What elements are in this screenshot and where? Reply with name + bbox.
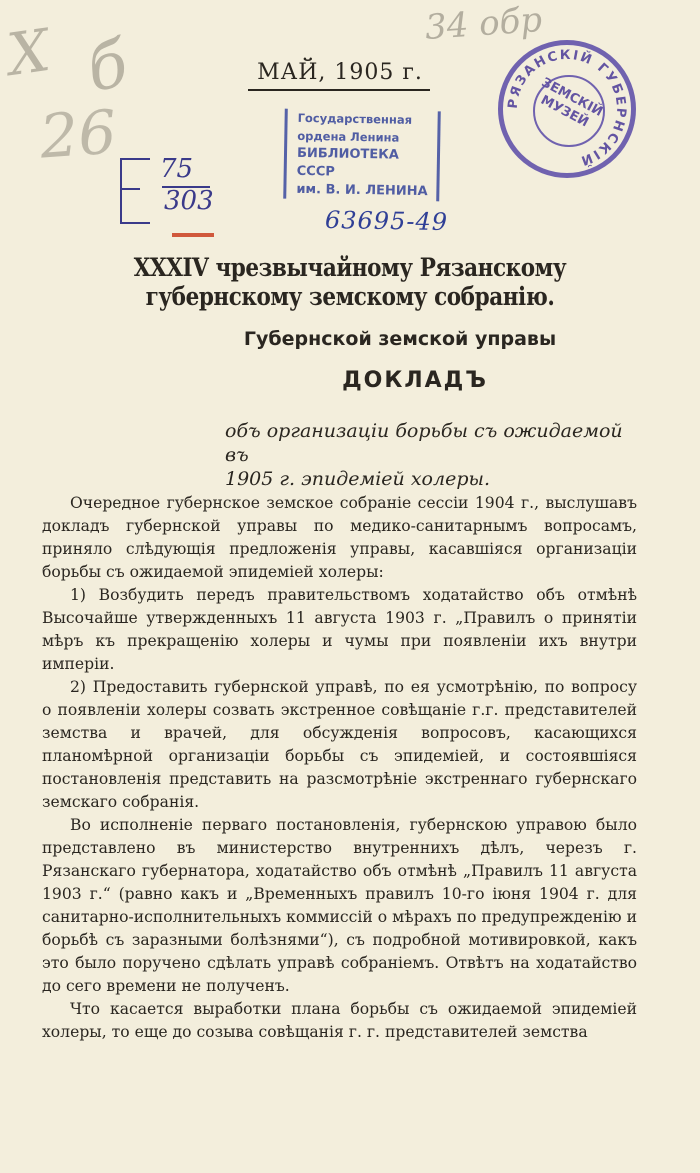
pencil-mark-top-right: 34 обр — [423, 0, 544, 49]
round-stamp-ring-text: РЯЗАНСКІЙ ГУБЕРНСКІЙ — [505, 47, 629, 169]
library-stamp-line: им. В. И. ЛЕНИНА — [296, 181, 428, 200]
paragraph: 2) Предоставить губернской управѣ, по ея усмотрѣнію, по вопросу о появленіи холеры созвать экстренное совѣщаніе г.г. представителей земства и врачей, для обсужденія вопросовъ, касающихся планомѣрной организаціи борьбы съ эпидеміей, и состоявшіяся постановленія представить на разсмотрѣніе экстреннаго губернскаго земскаго собранія. — [42, 678, 637, 811]
paragraph: 1) Возбудить передъ правительствомъ ходатайство объ отмѣнѣ Высочайше утвержденныхъ 11 августа 1903 г. „Правилъ о принятіи мѣръ къ прекращенію холеры и чумы при появленіи ихъ внутри имперіи. — [42, 586, 637, 673]
pencil-mark-top-left: Х — [3, 15, 60, 89]
date-underline — [248, 89, 430, 91]
body-text — [42, 492, 637, 1044]
pencil-mark-top-left-2: б — [80, 26, 135, 108]
report-subject-line-2: 1905 г. эпидеміей холеры. — [225, 468, 490, 490]
accession-number: 63695-49 — [324, 205, 449, 237]
report-heading: ДОКЛАДЪ — [342, 368, 488, 393]
library-stamp — [283, 109, 441, 202]
report-subject — [225, 419, 645, 491]
shelf-mark-bracket — [120, 158, 150, 224]
library-stamp-line: БИБЛИОТЕКА СССР — [296, 145, 400, 180]
library-stamp-line: Государственная — [297, 110, 413, 127]
paragraph: Во исполненіе перваго постановленія, губернскою управою было представлено въ министерство внутреннихъ дѣлъ, черезъ г. Рязанскаго губернатора, ходатайство объ отмѣнѣ „Правилъ 11 августа 1903 г.“ (равно какъ и „Временныхъ правилъ 10-го іюня 1904 г. для санитарно-исполнительныхъ коммиссій о мѣрахъ по предупрежденію и борьбѣ съ заразными болѣзнями“), съ подробной мотивировкой, какъ это было поручено сдѣлать управѣ собраніемъ. Отвѣтъ на ходатайство до сего времени не полученъ. — [42, 816, 637, 995]
round-stamp — [498, 40, 636, 178]
report-subject-line-1: объ организаціи борьбы съ ожидаемой въ — [225, 420, 623, 466]
pencil-mark-middle: 26 — [37, 97, 119, 173]
round-stamp-center-text: ЗЕМСКІЙ МУЗЕЙ — [538, 75, 606, 131]
red-pencil-mark — [172, 233, 214, 237]
document-title: XXXIV чрезвычайному Рязанскому губернскому земскому собранію. — [133, 253, 567, 311]
paragraph: Очередное губернское земское собраніе сессіи 1904 г., выслушавъ докладъ губернской управы по медико-санитарнымъ вопросамъ, приняло слѣдующія предложенія управы, касавшіяся организаціи борьбы съ ожидаемой эпидеміей холеры: — [42, 494, 637, 581]
issue-date: МАЙ, 1905 г. — [257, 60, 423, 85]
library-stamp-line: ордена Ленина — [297, 128, 400, 145]
paragraph: Что касается выработки плана борьбы съ ожидаемой эпидеміей холеры, то еще до созыва совѣщанія г. г. представителей земства — [42, 1000, 637, 1041]
shelf-mark-bar — [120, 188, 140, 190]
shelf-mark-top: 75 — [160, 154, 194, 184]
shelf-mark-bottom: 303 — [164, 186, 214, 216]
document-subtitle: Губернской земской управы — [243, 328, 557, 350]
